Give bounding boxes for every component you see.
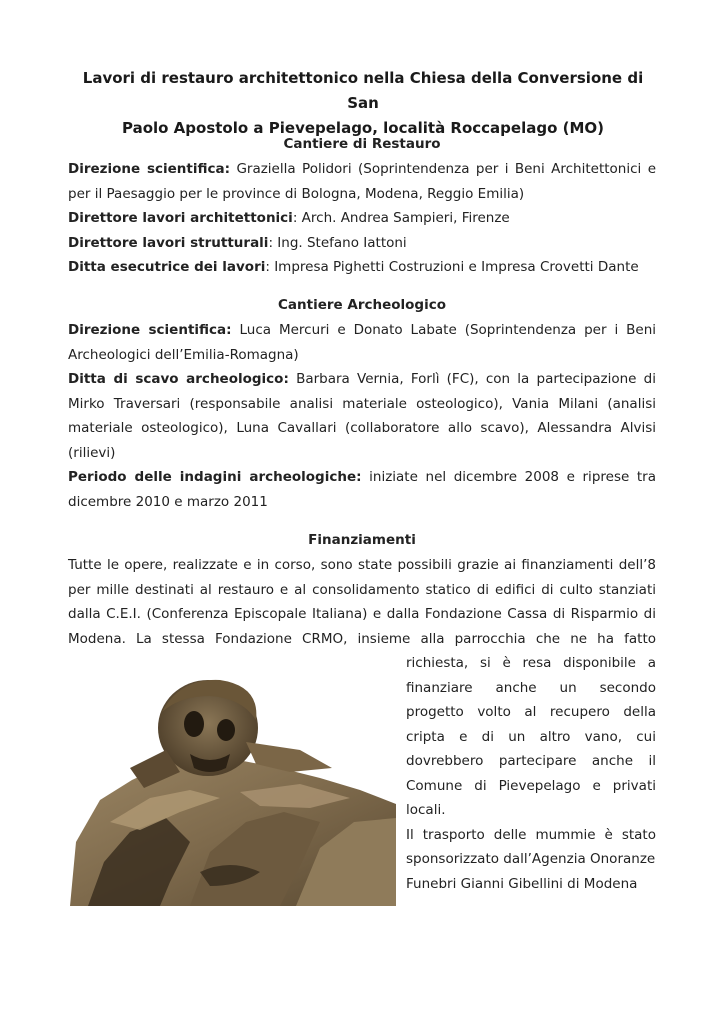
fin-line-2: per mille destinati al restauro e al consolidamento statico di edifici di culto stanziati (68, 581, 656, 598)
archeo-scavo-line-2: Mirko Traversari (responsabile analisi materiale osteologico), Vania Milani (analisi (68, 395, 656, 412)
restauro-dir-line-1 (68, 157, 656, 182)
label-direzione-scientifica: Direzione scientifica: (68, 161, 231, 177)
label-direttore-strutturali: Direttore lavori strutturali (68, 234, 269, 251)
heading-cantiere-restauro: Cantiere di Restauro (283, 136, 441, 152)
fin-side-line-1: richiesta, si è resa disponibile a (406, 655, 656, 671)
text-direzione-archeo: Luca Mercuri e Donato Labate (Soprintendenza per i Beni (239, 322, 657, 338)
fin-side-line-10: Funebri Gianni Gibellini di Modena (406, 875, 638, 892)
label-direttore-architettonici: Direttore lavori architettonici (68, 210, 293, 226)
fin-side-line-2: finanziare anche un secondo (406, 679, 656, 696)
restauro-arch-line (68, 206, 656, 231)
text-direttore-architettonici: : Arch. Andrea Sampieri, Firenze (292, 210, 510, 226)
heading-cantiere-archeologico: Cantiere Archeologico (278, 297, 446, 313)
title-line-2: Paolo Apostolo a Pievepelago, località Roccapelago (MO) (122, 119, 604, 137)
archeo-scavo-line-3: materiale osteologico), Luna Cavallari (collaboratore allo scavo), Alessandra Alvisi (68, 420, 656, 436)
fin-side-line-7: locali. (406, 802, 446, 818)
text-periodo-indagini: iniziate nel dicembre 2008 e riprese tra (369, 469, 656, 485)
heading-finanziamenti: Finanziamenti (308, 532, 416, 548)
fin-side-line-9: sponsorizzato dall’Agenzia Onoranze (406, 851, 656, 867)
title-line-1: Lavori di restauro architettonico nella Chiesa della Conversione di San (82, 69, 644, 112)
restauro-dir-line-2: per il Paesaggio per le province di Bologna, Modena, Reggio Emilia) (68, 185, 525, 202)
label-periodo-indagini: Periodo delle indagini archeologiche: (68, 469, 362, 485)
archeo-periodo-line-2: dicembre 2010 e marzo 2011 (68, 493, 268, 510)
archeo-scavo-line-4: (rilievi) (68, 444, 116, 461)
fin-side-line-6: Comune di Pievepelago e privati (406, 777, 656, 794)
fin-side-line-3: progetto volto al recupero della (406, 704, 656, 720)
section-restauro (68, 157, 656, 280)
restauro-strut-line (68, 231, 656, 256)
restauro-ditta-line (68, 255, 656, 280)
text-ditta-esecutrice: : Impresa Pighetti Costruzioni e Impresa Crovetti Dante (265, 259, 639, 275)
fin-side-line-8: Il trasporto delle mummie è stato (406, 826, 656, 843)
finanziamenti-side-text (406, 651, 656, 896)
fin-side-line-5: dovrebbero partecipare anche il (406, 753, 656, 769)
archeo-dir-line-2: Archeologici dell’Emilia-Romagna) (68, 346, 299, 363)
archeo-periodo-line-1 (68, 465, 656, 490)
label-ditta-esecutrice: Ditta esecutrice dei lavori (68, 259, 266, 275)
archeo-dir-line-1 (68, 318, 656, 343)
fin-line-1: Tutte le opere, realizzate e in corso, sono state possibili grazie ai finanziamenti dell’8 (68, 557, 656, 573)
fin-line-3: dalla C.E.I. (Conferenza Episcopale Italiana) e dalla Fondazione Cassa di Risparmio di (68, 606, 656, 622)
text-ditta-scavo: Barbara Vernia, Forlì (FC), con la partecipazione di (296, 371, 656, 387)
text-direzione-scientifica: Graziella Polidori (Soprintendenza per i Beni Architettonici e (236, 161, 656, 177)
fin-line-4: Modena. La stessa Fondazione CRMO, insieme alla parrocchia che ne ha fatto (68, 630, 656, 647)
label-ditta-scavo: Ditta di scavo archeologico: (68, 371, 289, 387)
text-direttore-strutturali: : Ing. Stefano Iattoni (268, 234, 407, 251)
section-finanziamenti (68, 553, 656, 651)
fin-side-line-4: cripta e di un altro vano, cui (406, 728, 656, 745)
section-archeologico (68, 318, 656, 514)
archeo-scavo-line-1 (68, 367, 656, 392)
label-direzione-scientifica-archeo: Direzione scientifica: (68, 322, 232, 338)
document-title (68, 66, 658, 141)
mummy-photo (70, 672, 396, 906)
